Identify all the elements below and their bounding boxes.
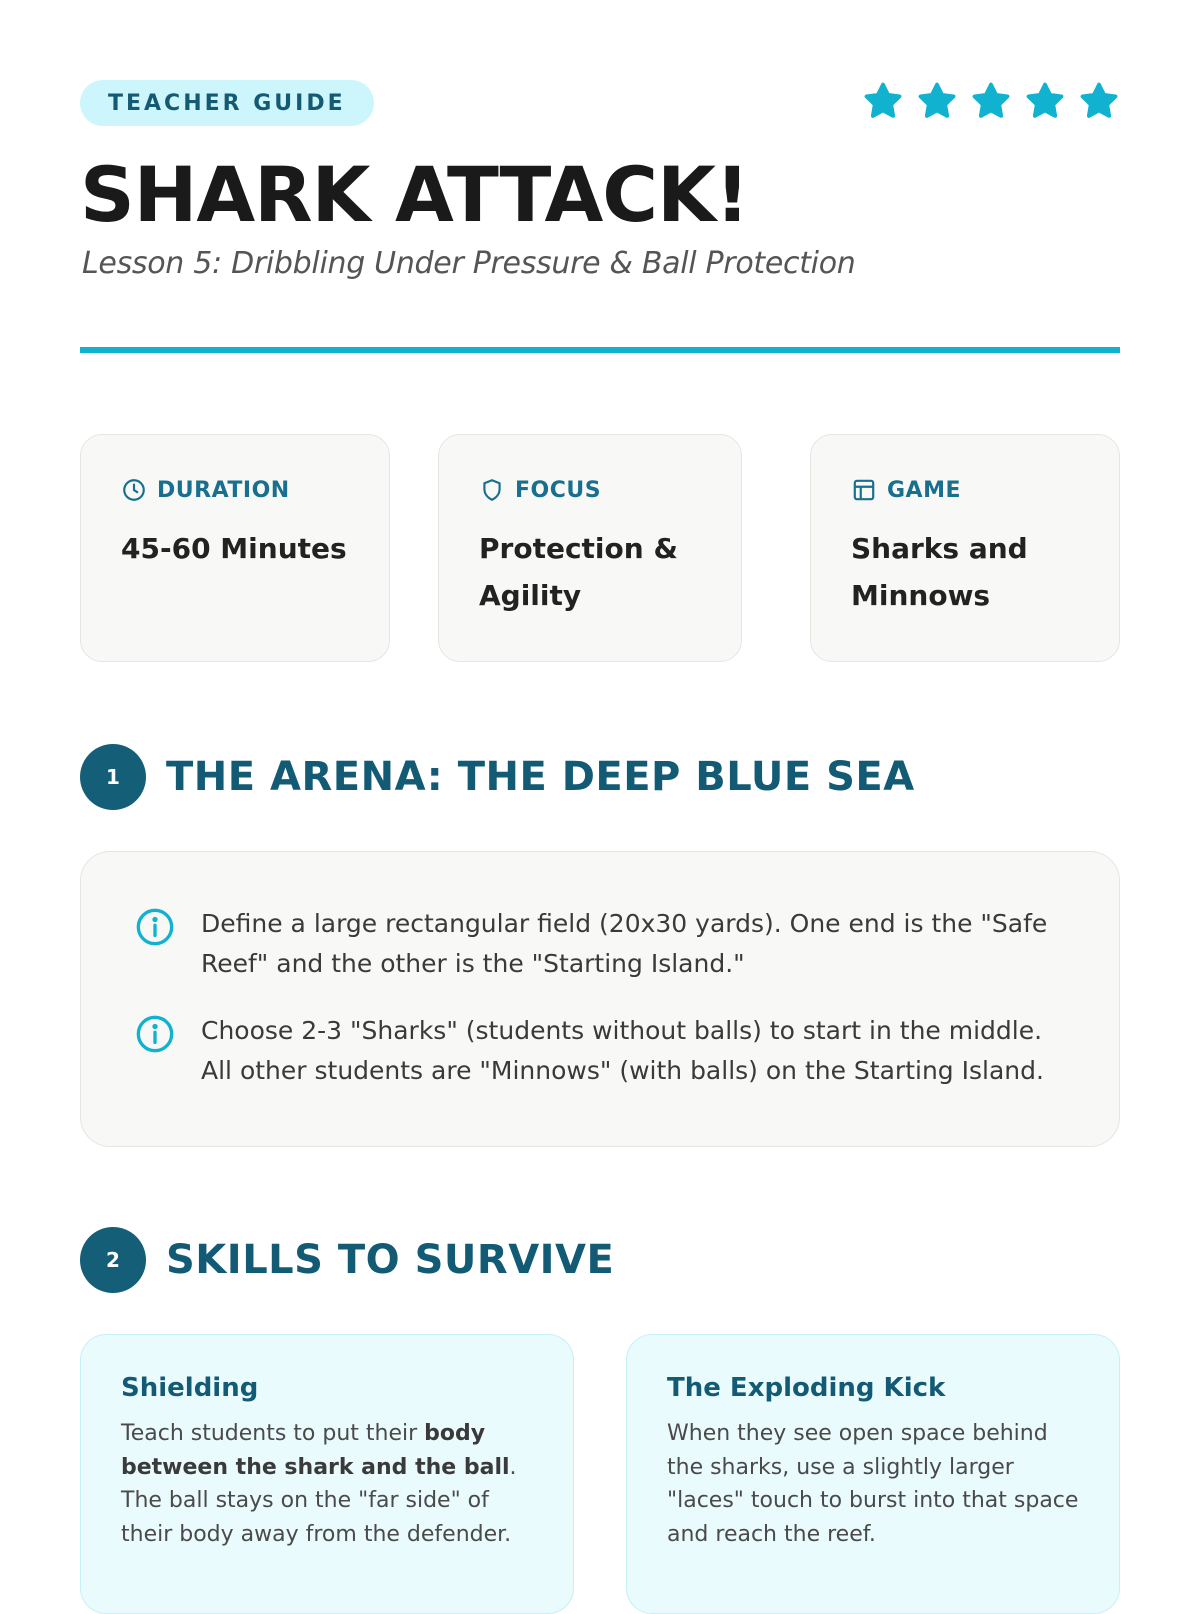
star-icon [916,80,958,122]
skill-description: When they see open space behind the sharks, use a slightly larger "laces" touch to burst into that space and reach the reef. [667,1421,1079,1547]
section-number: 1 [80,744,146,810]
section-number: 2 [80,1227,146,1293]
star-icon [862,80,904,122]
teacher-guide-page [80,0,1120,1600]
page-title: SHARK ATTACK! [80,150,749,239]
layout-icon [851,477,877,503]
info-icon [135,907,175,947]
focus-card [438,434,742,662]
skill-description: Teach students to put their body between the shark and the ball. The ball stays on the "far side" of their body away from the defender. [121,1421,517,1547]
star-icon [1078,80,1120,122]
duration-label: DURATION [157,477,290,503]
duration-card [80,434,390,662]
star-rating [862,80,1120,122]
game-label: GAME [887,477,962,503]
section-arena-header [80,744,915,810]
lesson-subtitle: Lesson 5: Dribbling Under Pressure & Ball Protection [82,246,856,281]
arena-item-text: Define a large rectangular field (20x30 yards). One end is the "Safe Reef" and the other is the "Starting Island." [201,909,1048,978]
arena-item-text: Choose 2-3 "Sharks" (students without balls) to start in the middle. All other students are "Minnows" (with balls) on the Starting Island. [201,1016,1044,1085]
star-icon [1024,80,1066,122]
star-icon [970,80,1012,122]
header-divider [80,347,1120,353]
section-title: THE ARENA: THE DEEP BLUE SEA [166,754,915,800]
game-card [810,434,1120,662]
skill-card-shielding [80,1334,574,1614]
shield-icon [479,477,505,503]
skill-title: The Exploding Kick [667,1373,946,1403]
duration-value: 45-60 Minutes [121,532,347,565]
skill-title: Shielding [121,1373,259,1403]
game-value: Sharks and Minnows [851,532,1028,612]
info-icon [135,1014,175,1054]
clock-icon [121,477,147,503]
focus-value: Protection & Agility [479,532,678,612]
skill-card-exploding-kick [626,1334,1120,1614]
teacher-guide-badge: TEACHER GUIDE [80,80,374,126]
focus-label: FOCUS [515,477,602,503]
list-item [135,904,1061,984]
section-title: SKILLS TO SURVIVE [166,1237,615,1283]
list-item [135,1011,1061,1091]
arena-instructions [80,851,1120,1147]
section-skills-header [80,1227,614,1293]
